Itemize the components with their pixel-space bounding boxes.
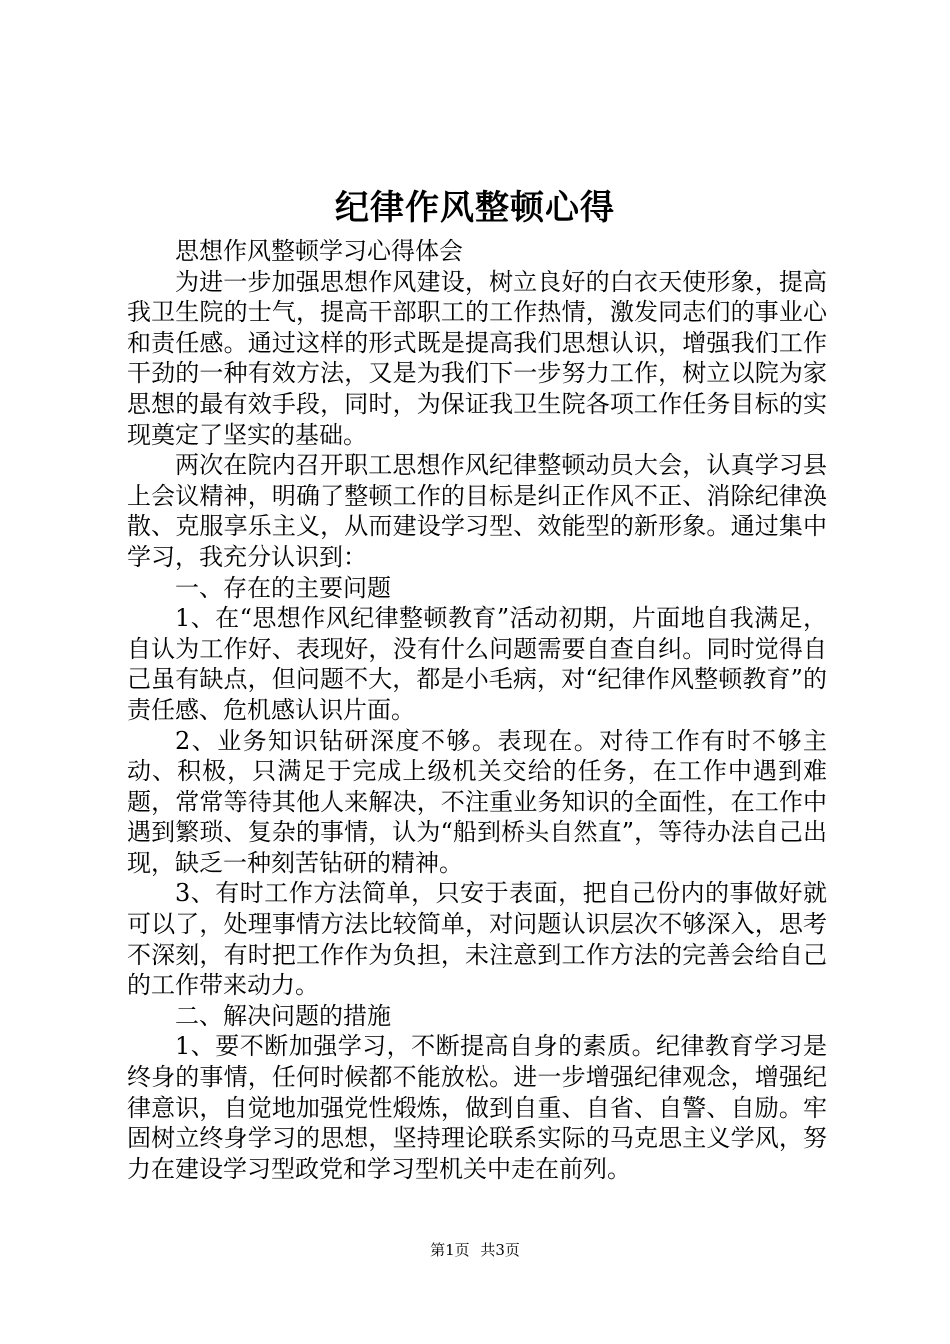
paragraph-problem-1: 1、在“思想作风纪律整顿教育”活动初期，片面地自我满足，自认为工作好、表现好，没有什么问题需要自查自纠。同时觉得自己虽有缺点，但问题不大，都是小毛病，对“纪律作风整顿教育”的责任感、危机感认识片面。 — [127, 604, 827, 724]
paragraph-problem-2: 2、业务知识钻研深度不够。表现在。对待工作有时不够主动、积极，只满足于完成上级机关交给的任务，在工作中遇到难题，常常等待其他人来解决，不注重业务知识的全面性，在工作中遇到繁琐、复杂的事情，认为“船到桥头自然直”，等待办法自己出现，缺乏一种刻苦钻研的精神。 — [127, 726, 827, 877]
section-heading-measures: 二、解决问题的措施 — [175, 1001, 391, 1030]
paragraph-meeting: 两次在院内召开职工思想作风纪律整顿动员大会，认真学习县上会议精神，明确了整顿工作的目标是纠正作风不正、消除纪律涣散、克服享乐主义，从而建设学习型、效能型的新形象。通过集中学习，我充分认识到： — [127, 451, 827, 571]
page-footer — [0, 1240, 950, 1260]
page-number-total: 共3页 — [480, 1241, 520, 1259]
paragraph-subtitle: 思想作风整顿学习心得体会 — [175, 237, 463, 265]
page-number-current: 第1页 — [430, 1241, 470, 1259]
paragraph-measure-1: 1、要不断加强学习，不断提高自身的素质。纪律教育学习是终身的事情，任何时候都不能放松。进一步增强纪律观念，增强纪律意识，自觉地加强党性煅炼，做到自重、自省、自警、自励。牢固树立终身学习的思想，坚持理论联系实际的马克思主义学风，努力在建设学习型政党和学习型机关中走在前列。 — [127, 1032, 827, 1183]
document-body — [127, 236, 827, 1184]
document-title: 纪律作风整顿心得 — [335, 188, 615, 228]
paragraph-problem-3: 3、有时工作方法简单，只安于表面，把自己份内的事做好就可以了，处理事情方法比较简单，对问题认识层次不够深入，思考不深刻，有时把工作作为负担，未注意到工作方法的完善会给自己的工作带来动力。 — [127, 879, 827, 1000]
paragraph-intro: 为进一步加强思想作风建设，树立良好的白衣天使形象，提高我卫生院的士气，提高干部职工的工作热情，激发同志们的事业心和责任感。通过这样的形式既是提高我们思想认识，增强我们工作干劲的一种有效方法，又是为我们下一步努力工作，树立以院为家思想的最有效手段，同时，为保证我卫生院各项工作任务目标的实现奠定了坚实的基础。 — [127, 267, 827, 449]
section-heading-problems: 一、存在的主要问题 — [175, 573, 391, 602]
